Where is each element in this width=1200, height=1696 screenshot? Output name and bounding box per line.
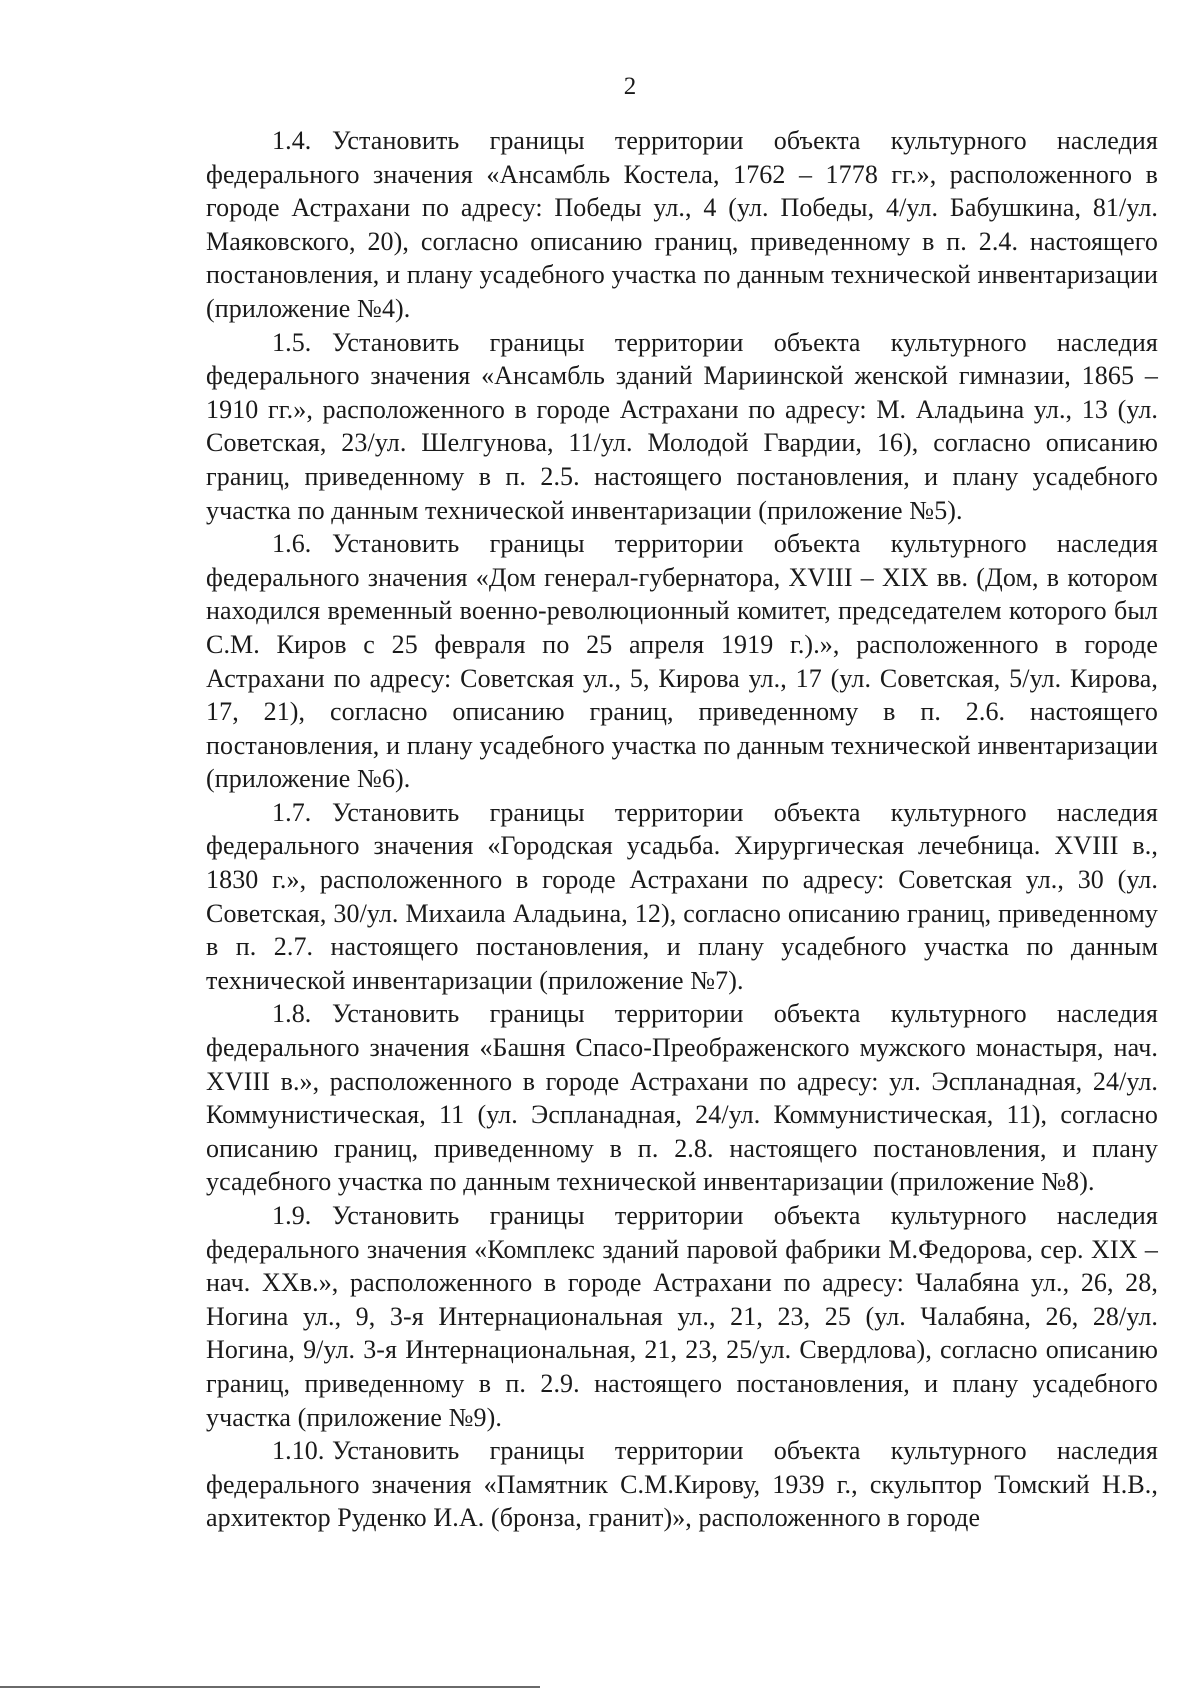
paragraph-number: 1.7.	[272, 797, 312, 827]
paragraph-number: 1.9.	[272, 1201, 312, 1230]
paragraph-1-7	[206, 796, 1158, 998]
paragraph-number: 1.6.	[272, 529, 312, 559]
paragraph-number: 1.5.	[272, 327, 312, 357]
paragraph-text: Установить границы территории объекта культурного наследия федерального значения «Ансамбль зданий Мариинской женской гимназии, 1865 – 1910 гг.», расположенного в городе Астрахани по адресу: М. Аладьина ул., 13 (ул. Советская, 23/ул. Шелгунова, 11/ул. Молодой Гвардии, 16), согласно описанию границ, приведенному в п. 2.5. настоящего постановления, и плану усадебного участка по данным технической инвентаризации (приложение №5).	[206, 327, 1158, 525]
scan-edge-line	[0, 1686, 540, 1688]
paragraph-text: Установить границы территории объекта культурного наследия федерального значения «Городская усадьба. Хирургическая лечебница. XVIII в., 1830 г.», расположенного в городе Астрахани по адресу: Советская ул., 30 (ул. Советская, 30/ул. Михаила Аладьина, 12), согласно описанию границ, приведенному в п. 2.7. настоящего постановления, и плану усадебного участка по данным технической инвентаризации (приложение №7).	[206, 797, 1158, 995]
paragraph-text: Установить границы территории объекта культурного наследия федерального значения «Памятник С.М.Кирову, 1939 г., скульптор Томский Н.В., архитектор Руденко И.А. (бронза, гранит)», расположенного в городе	[206, 1436, 1158, 1533]
page-number: 2	[623, 73, 637, 100]
paragraph-number: 1.10.	[272, 1436, 325, 1466]
paragraph-1-5	[206, 326, 1158, 528]
paragraph-text: Установить границы территории объекта культурного наследия федерального значения «Ансамбль Костела, 1762 – 1778 гг.», расположенного в городе Астрахани по адресу: Победы ул., 4 (ул. Победы, 4/ул. Бабушкина, 81/ул. Маяковского, 20), согласно описанию границ, приведенному в п. 2.4. настоящего постановления, и плану усадебного участка по данным технической инвентаризации (приложение №4).	[206, 126, 1158, 323]
paragraph-text: Установить границы территории объекта культурного наследия федерального значения «Дом генерал-губернатора, XVIII – XIX вв. (Дом, в котором находился временный военно-революционный комитет, председателем которого был С.М. Киров с 25 февраля по 25 апреля 1919 г.).», расположенного в городе Астрахани по адресу: Советская ул., 5, Кирова ул., 17 (ул. Советская, 5/ул. Кирова, 17, 21), согласно описанию границ, приведенному в п. 2.6. настоящего постановления, и плану усадебного участка по данным технической инвентаризации (приложение №6).	[206, 529, 1158, 794]
paragraph-1-4	[206, 124, 1158, 326]
paragraph-number: 1.4.	[272, 126, 312, 155]
paragraph-1-9	[206, 1199, 1158, 1434]
paragraph-text: Установить границы территории объекта культурного наследия федерального значения «Башня Спасо-Преображенского мужского монастыря, нач. XVIII в.», расположенного в городе Астрахани по адресу: ул. Эспланадная, 24/ул. Коммунистическая, 11 (ул. Эспланадная, 24/ул. Коммунистическая, 11), согласно описанию границ, приведенному в п. 2.8. настоящего постановления, и плану усадебного участка по данным технической инвентаризации (приложение №8).	[206, 999, 1158, 1197]
document-body	[206, 124, 1158, 1535]
paragraph-1-8	[206, 997, 1158, 1199]
paragraph-1-10	[206, 1434, 1158, 1535]
paragraph-text: Установить границы территории объекта культурного наследия федерального значения «Комплекс зданий паровой фабрики М.Федорова, сер. XIX – нач. XXв.», расположенного в городе Астрахани по адресу: Чалабяна ул., 26, 28, Ногина ул., 9, 3-я Интернациональная ул., 21, 23, 25 (ул. Чалабяна, 26, 28/ул. Ногина, 9/ул. 3-я Интернациональная, 21, 23, 25/ул. Свердлова), согласно описанию границ, приведенному в п. 2.9. настоящего постановления, и плану усадебного участка (приложение №9).	[206, 1201, 1158, 1432]
paragraph-1-6	[206, 527, 1158, 796]
paragraph-number: 1.8.	[272, 999, 312, 1029]
